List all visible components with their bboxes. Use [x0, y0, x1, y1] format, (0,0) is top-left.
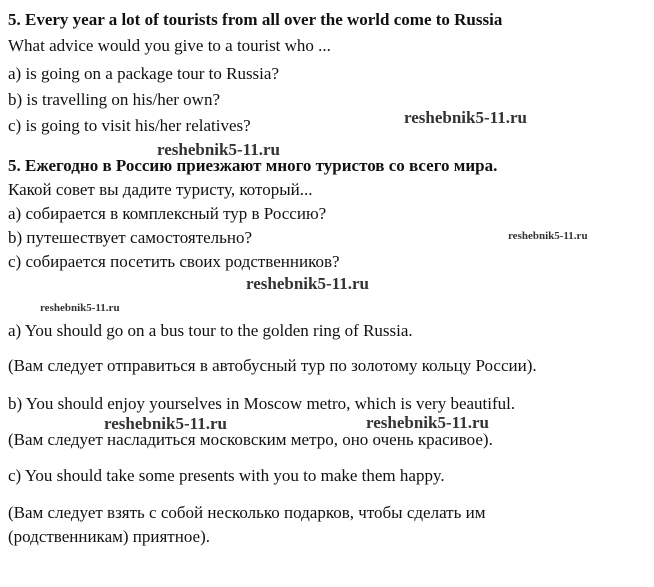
task-item-ru-a: а) собирается в комплексный тур в Россию? [8, 204, 327, 223]
watermark: reshebnik5-11.ru [246, 274, 369, 293]
answer-en-a: a) You should go on a bus tour to the golden ring of Russia. [8, 321, 413, 340]
task-item-ru-b: b) путешествует самостоятельно? [8, 228, 253, 247]
answer-ru-a: (Вам следует отправиться в автобусный тур по золотому кольцу России). [8, 356, 537, 375]
watermark: reshebnik5-11.ru [157, 140, 280, 159]
watermark: reshebnik5-11.ru [366, 413, 489, 432]
task-item-en-a: a) is going on a package tour to Russia? [8, 64, 279, 83]
answer-en-c: c) You should take some presents with you to make them happy. [8, 466, 445, 485]
task-item-ru-c: с) собирается посетить своих родственников? [8, 252, 340, 271]
task-question-ru: Какой совет вы дадите туристу, который... [8, 180, 313, 199]
task-heading-ru: 5. Ежегодно в Россию приезжают много туристов со всего мира. [8, 156, 498, 175]
watermark: reshebnik5-11.ru [404, 108, 527, 127]
answer-en-b: b) You should enjoy yourselves in Moscow metro, which is very beautiful. [8, 394, 516, 413]
watermark: reshebnik5-11.ru [40, 302, 120, 314]
task-item-en-c: c) is going to visit his/her relatives? [8, 116, 251, 135]
task-item-en-b: b) is travelling on his/her own? [8, 90, 220, 109]
answer-ru-c: (Вам следует взять с собой несколько подарков, чтобы сделать им [8, 503, 486, 522]
watermark: reshebnik5-11.ru [104, 414, 227, 433]
answer-ru-c-continued: (родственникам) приятное). [8, 527, 210, 546]
answer-ru-b: (Вам следует насладиться московским метро, оно очень красивое). [8, 430, 493, 449]
task-question-en: What advice would you give to a tourist who ... [8, 36, 331, 55]
task-heading-en: 5. Every year a lot of tourists from all over the world come to Russia [8, 10, 503, 29]
watermark: reshebnik5-11.ru [508, 230, 588, 242]
